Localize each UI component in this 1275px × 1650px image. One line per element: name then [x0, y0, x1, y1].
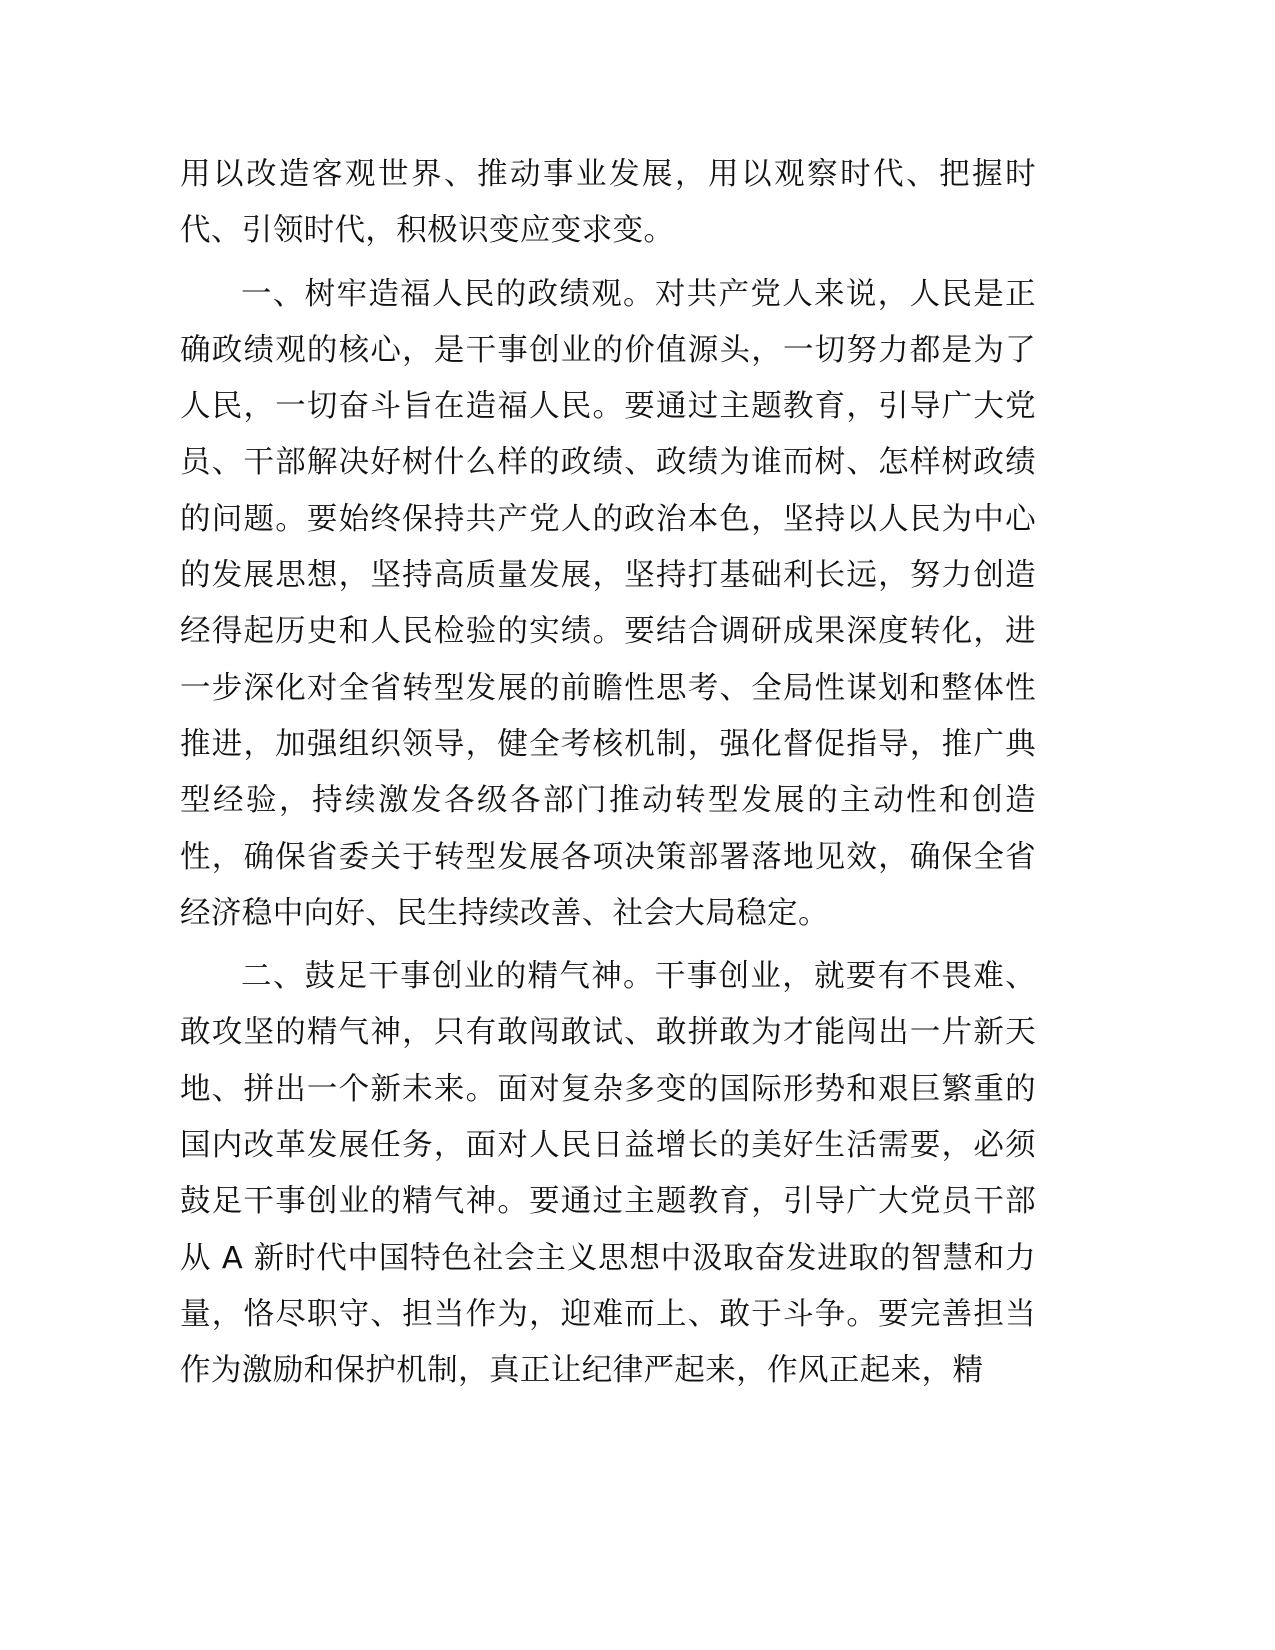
document-body — [180, 147, 1036, 1400]
paragraph-section-two: 二、鼓足干事创业的精气神。干事创业，就要有不畏难、敢攻坚的精气神，只有敢闯敢试、敢拼敢为才能闯出一片新天地、拼出一个新未来。面对复杂多变的国际形势和艰巨繁重的国内改革发展任务，面对人民日益增长的美好生活需要，必须鼓足干事创业的精气神。要通过主题教育，引导广大党员干部从 A 新时代中国特色社会主义思想中汲取奋发进取的智慧和力量，恪尽职守、担当作为，迎难而上、敢于斗争。要完善担当作为激励和保护机制，真正让纪律严起来，作风正起来，精 — [180, 959, 1036, 1389]
paragraph-continuation: 用以改造客观世界、推动事业发展，用以观察时代、把握时代、引领时代，积极识变应变求变。 — [180, 157, 1036, 249]
paragraph-section-one: 一、树牢造福人民的政绩观。对共产党人来说，人民是正确政绩观的核心，是干事创业的价值源头，一切努力都是为了人民，一切奋斗旨在造福人民。要通过主题教育，引导广大党员、干部解决好树什么样的政绩、政绩为谁而树、怎样树政绩的问题。要始终保持共产党人的政治本色，坚持以人民为中心的发展思想，坚持高质量发展，坚持打基础利长远，努力创造经得起历史和人民检验的实绩。要结合调研成果深度转化，进一步深化对全省转型发展的前瞻性思考、全局性谋划和整体性推进，加强组织领导，健全考核机制，强化督促指导，推广典型经验，持续激发各级各部门推动转型发展的主动性和创造性，确保省委关于转型发展各项决策部署落地见效，确保全省经济稳中向好、民生持续改善、社会大局稳定。 — [180, 276, 1036, 931]
